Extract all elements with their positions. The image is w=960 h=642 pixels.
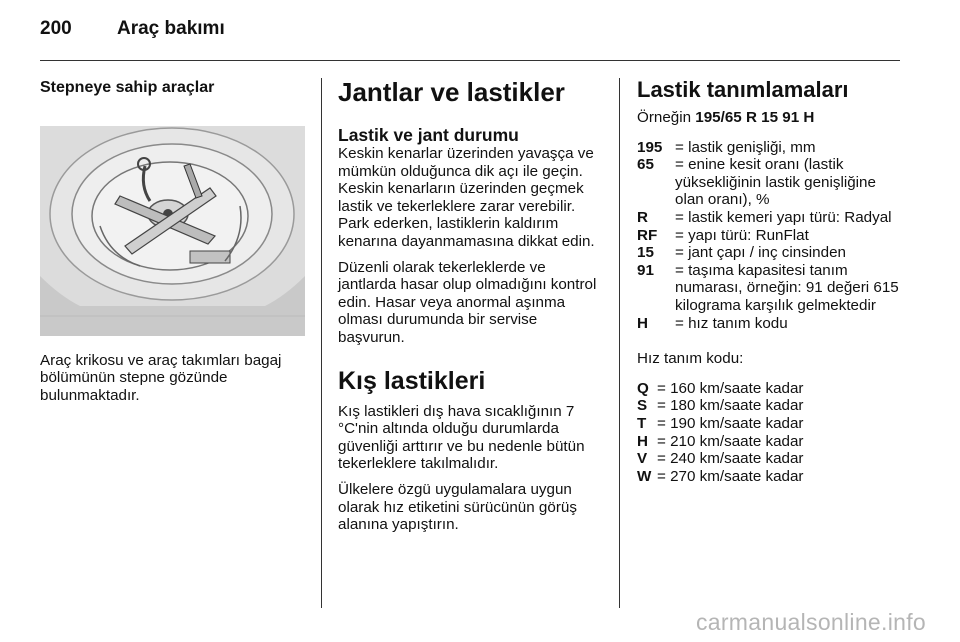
- speed-key: S: [637, 397, 648, 415]
- page-number: 200: [40, 18, 72, 39]
- designation-value: = lastik genişliği, mm: [675, 138, 816, 156]
- spare-wheel-illustration: [40, 126, 305, 336]
- speed-value: = 270 km/saate kadar: [657, 467, 804, 485]
- paragraph-damage-check: Düzenli olarak tekerleklerde ve jantlarda hasar olup olmadığını kontrol edin. Hasar veya anormal aşınma olması durumunda bir servise başvurun.: [338, 258, 597, 346]
- left-column: [40, 79, 305, 404]
- list-item: [637, 156, 907, 209]
- speed-key: H: [637, 432, 648, 450]
- section-heading-wheels-tyres: Jantlar ve lastikler: [338, 77, 565, 107]
- list-item: [637, 397, 907, 415]
- designation-list: [637, 139, 907, 333]
- designation-value: = yapı türü: RunFlat: [675, 226, 809, 244]
- figure-caption: Araç krikosu ve araç takımları bagaj bölümünün stepne gözünde bulunmaktadır.: [40, 351, 282, 404]
- speed-code-list: [637, 380, 907, 486]
- list-item: [637, 468, 907, 486]
- designation-key: 65: [637, 156, 654, 174]
- list-item: [637, 450, 907, 468]
- paragraph-speed-label: Ülkelere özgü uygulamalara uygun olarak hız etiketini sürücünün görüş alanına yapıştırın.: [338, 480, 577, 534]
- designation-value: = jant çapı / inç cinsinden: [675, 244, 846, 262]
- column-divider-1: [321, 78, 322, 608]
- page-header: [40, 18, 225, 40]
- designation-key: 195: [637, 138, 663, 156]
- list-item: [637, 433, 907, 451]
- designation-key: RF: [637, 226, 658, 244]
- speed-value: = 210 km/saate kadar: [657, 432, 804, 450]
- list-item: [637, 380, 907, 398]
- list-item: [637, 244, 907, 262]
- speed-value: = 160 km/saate kadar: [657, 379, 804, 397]
- page-section-title: Araç bakımı: [117, 18, 225, 39]
- designation-value: = lastik kemeri yapı türü: Radyal: [675, 208, 892, 226]
- list-item: [637, 139, 907, 157]
- list-item: [637, 209, 907, 227]
- designation-key: R: [637, 208, 648, 226]
- left-heading: Stepneye sahip araçlar: [40, 79, 215, 96]
- column-divider-2: [619, 78, 620, 608]
- paragraph-winter-tyres: Kış lastikleri dış hava sıcaklığının 7 °C'nin altında olduğu durumlarda güvenliği arttırır ve bu nedenle bütün tekerleklere takılmalıdır.: [338, 402, 585, 473]
- list-item: [637, 227, 907, 245]
- speed-value: = 180 km/saate kadar: [657, 397, 804, 415]
- spare-wheel-drawing: [40, 126, 305, 336]
- designation-value: = taşıma kapasitesi tanım numarası, örneğin: 91 değeri 615 kilograma karşılık gelmektedir: [675, 261, 899, 314]
- designation-value: = enine kesit oranı (lastik yüksekliğinin lastik genişliğine olan oranı), %: [675, 156, 876, 209]
- designation-example: [637, 109, 907, 127]
- middle-column: [338, 77, 606, 542]
- header-rule: [40, 60, 900, 61]
- speed-code-title: Hız tanım kodu:: [637, 350, 744, 368]
- designation-key: 91: [637, 261, 654, 279]
- speed-key: W: [637, 467, 652, 485]
- section-heading-winter-tyres: Kış lastikleri: [338, 366, 486, 395]
- speed-value: = 240 km/saate kadar: [657, 450, 804, 468]
- designation-value: = hız tanım kodu: [675, 314, 788, 332]
- designation-key: 15: [637, 244, 654, 262]
- speed-key: V: [637, 450, 648, 468]
- subheading-tyre-condition: Lastik ve jant durumu: [338, 125, 519, 145]
- example-code: 195/65 R 15 91 H: [695, 109, 815, 126]
- section-heading-tyre-designations: Lastik tanımlamaları: [637, 77, 849, 102]
- list-item: [637, 315, 907, 333]
- paragraph-edges: Keskin kenarlar üzerinden yavaşça ve mümkün olduğunca dik açı ile geçin. Keskin kenarların üzerinden geçmek lastik ve tekerleklere zarar verebilir. Park ederken, lastiklerin kaldırım kenarına dayanmamasına dikkat edin.: [338, 145, 595, 250]
- list-item: [637, 415, 907, 433]
- example-prefix: Örneğin: [637, 109, 692, 126]
- watermark: carmanualsonline.info: [695, 609, 926, 635]
- speed-value: = 190 km/saate kadar: [657, 414, 804, 432]
- designation-key: H: [637, 314, 648, 332]
- speed-key: Q: [637, 379, 649, 397]
- speed-key: T: [637, 414, 647, 432]
- list-item: [637, 262, 907, 315]
- right-column: [637, 77, 907, 485]
